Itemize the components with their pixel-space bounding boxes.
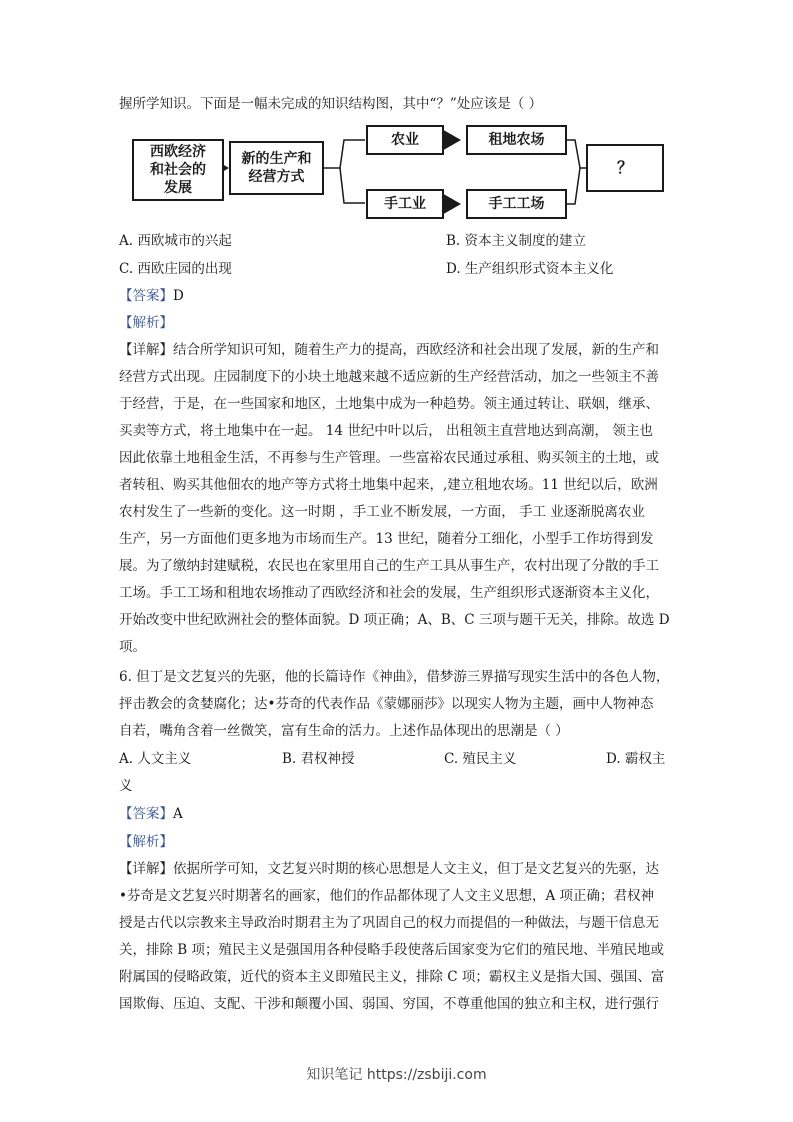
- q6-stem-line: 自若，嘴角含着一丝微笑，富有生命的活力。上述作品体现出的思潮是（ ）: [119, 723, 569, 739]
- answer-value: A: [173, 806, 183, 822]
- detail-line: 经营方式出现。庄园制度下的小块土地越来越不适应新的生产经营活动，加之一些领主不善: [119, 369, 659, 385]
- q6-detail-line: 国欺侮、压迫、支配、干涉和颠覆小国、弱国、穷国，不尊重他国的独立和主权，进行强行: [119, 996, 659, 1012]
- q6-analysis-tag: 【解析】: [119, 834, 173, 850]
- question-stem-intro: 握所学知识。下面是一幅未完成的知识结构图，其中“？”处应该是（ ）: [119, 96, 543, 112]
- option-b: B. 资本主义制度的建立: [446, 233, 587, 249]
- detail-line: 【详解】结合所学知识可知，随着生产力的提高，西欧经济和社会出现了发展，新的生产和: [119, 342, 659, 358]
- diagram-box-workshop: 手工工场: [466, 189, 567, 219]
- diagram-box-tenant-farm: 租地农场: [466, 125, 567, 155]
- detail-line: 买卖等方式，将土地集中在一起。 14 世纪中叶以后， 出租领主直营地达到高潮， 领主也: [119, 423, 653, 439]
- detail-line: 工场。手工工场和租地农场推动了西欧经济和社会的发展，生产组织形式逐渐资本主义化，: [119, 585, 659, 601]
- diagram-box-unknown: ？: [586, 144, 664, 192]
- diagram-box-agriculture: 农业: [366, 125, 444, 155]
- q6-stem-line: 抨击教会的贪婪腐化；达•芬奇的代表作品《蒙娜丽莎》以现实人物为主题，画中人物神态: [119, 696, 654, 712]
- q6-detail-line: •芬奇是文艺复兴时期著名的画家，他们的作品都体现了人文主义思想，A 项正确；君权神: [119, 888, 655, 904]
- q6-detail-line: 关，排除 B 项；殖民主义是强国用各种侵略手段使落后国家变为它们的殖民地、半殖民地或: [119, 942, 665, 958]
- q6-detail-line: 【详解】依据所学可知，文艺复兴时期的核心思想是人文主义，但丁是文艺复兴的先驱，达: [119, 861, 659, 877]
- q6-detail-line: 授是古代以宗教来主导政治时期君主为了巩固自己的权力而提倡的一种做法，与题干信息无: [119, 915, 659, 931]
- q6-option-c: C. 殖民主义: [444, 751, 517, 767]
- footer-watermark: 知识笔记 https://zsbiji.com: [306, 1067, 487, 1083]
- detail-line: 于经营，于是，在一些国家和地区，土地集中成为一种趋势。领主通过转让、联姻，继承、: [119, 396, 659, 412]
- detail-line: 因此依靠土地租金生活，不再参与生产管理。一些富裕农民通过承租、购买领主的土地，或: [119, 450, 659, 466]
- q6-option-a: A. 人文主义: [119, 751, 192, 767]
- option-c: C. 西欧庄园的出现: [119, 261, 232, 277]
- detail-tag: 【详解】: [119, 342, 173, 358]
- detail-tag: 【详解】: [119, 861, 173, 877]
- q6-stem-line: 6. 但丁是文艺复兴的先驱，他的长篇诗作《神曲》，借梦游三界描写现实生活中的各色人物，: [119, 669, 670, 685]
- answer-tag: 【答案】: [119, 806, 173, 822]
- q6-detail-line: 附属国的侵略政策，近代的资本主义即殖民主义，排除 C 项；霸权主义是指大国、强国、富: [119, 969, 665, 985]
- answer-line: [119, 287, 184, 305]
- analysis-tag: 【解析】: [119, 315, 173, 331]
- q6-option-d: D. 霸权主: [606, 751, 666, 767]
- detail-line: 农村发生了一些新的变化。这一时期 ，手工业不断发展，一方面， 手工 业逐渐脱离农业: [119, 504, 645, 520]
- q6-option-b: B. 君权神授: [282, 751, 355, 767]
- diagram-box-economy: 西欧经济和社会的发展: [132, 139, 224, 201]
- answer-value: D: [173, 288, 184, 304]
- detail-line: 生产，另一方面他们更多地为市场而生产。13 世纪，随着分工细化，小型手工作坊得到发: [119, 531, 654, 547]
- option-d: D. 生产组织形式资本主义化: [446, 261, 614, 277]
- q6-answer-line: [119, 805, 183, 823]
- diagram-box-production: 新的生产和经营方式: [229, 141, 324, 195]
- q6-option-d-wrap: 义: [119, 778, 133, 794]
- detail-line: 开始改变中世纪欧洲社会的整体面貌。D 项正确；A、B、C 三项与题干无关，排除。故选 D: [119, 612, 670, 628]
- diagram-box-handicraft: 手工业: [366, 189, 444, 219]
- detail-line: 者转租、购买其他佃农的地产等方式将土地集中起来，,建立租地农场。11 世纪以后，欧洲: [119, 477, 658, 493]
- option-a: A. 西欧城市的兴起: [119, 233, 232, 249]
- detail-line: 展。为了缴纳封建赋税，农民也在家里用自己的生产工具从事生产，农村出现了分散的手工: [119, 558, 659, 574]
- detail-line: 项。: [119, 639, 146, 655]
- answer-tag: 【答案】: [119, 288, 173, 304]
